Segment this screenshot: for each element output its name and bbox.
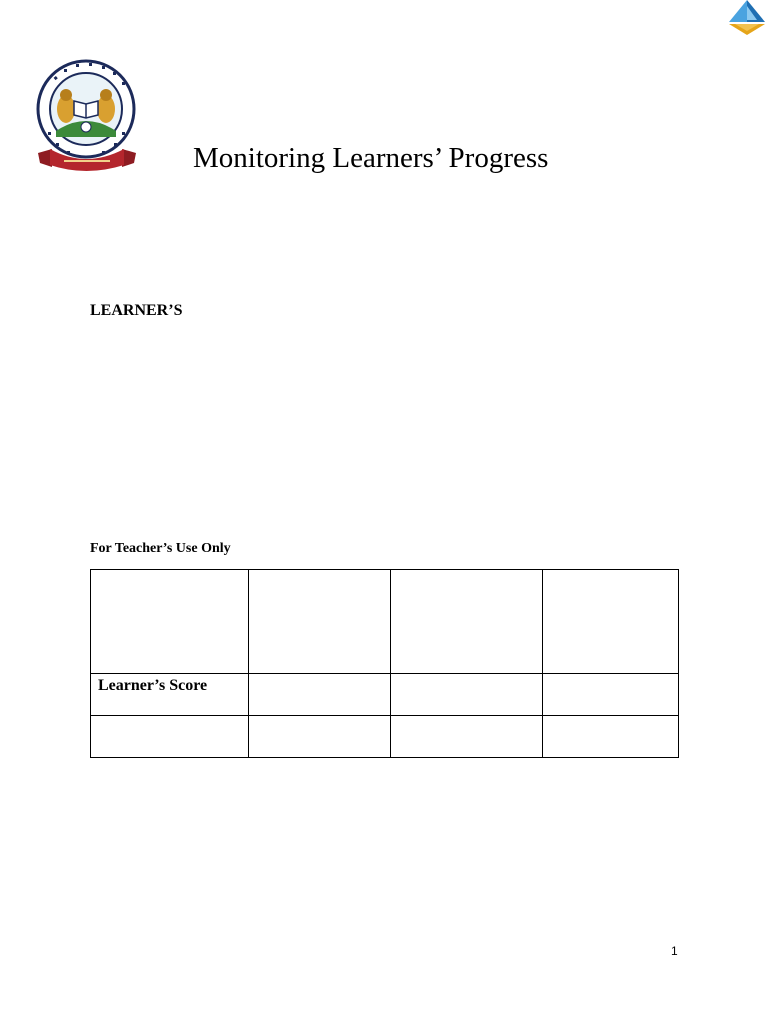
table-cell[interactable] bbox=[91, 570, 249, 674]
teacher-use-note: For Teacher’s Use Only bbox=[90, 541, 231, 556]
table-cell[interactable] bbox=[390, 570, 543, 674]
table-cell[interactable] bbox=[543, 716, 679, 758]
learners-score-label: Learner’s Score bbox=[98, 677, 208, 694]
table-cell bbox=[91, 674, 249, 716]
learners-heading: LEARNER’S bbox=[90, 302, 183, 319]
diamond-logo-icon bbox=[725, 0, 768, 36]
table-row bbox=[91, 716, 679, 758]
table-cell[interactable] bbox=[248, 716, 390, 758]
table-row bbox=[91, 674, 679, 716]
table-cell[interactable] bbox=[543, 674, 679, 716]
table-cell[interactable] bbox=[390, 716, 543, 758]
table-cell[interactable] bbox=[91, 716, 249, 758]
score-table bbox=[90, 569, 679, 758]
page-title: Monitoring Learners’ Progress bbox=[193, 142, 549, 174]
table-cell[interactable] bbox=[390, 674, 543, 716]
knec-coat-of-arms-icon bbox=[34, 57, 140, 175]
table-cell[interactable] bbox=[248, 674, 390, 716]
table-cell[interactable] bbox=[543, 570, 679, 674]
table-cell[interactable] bbox=[248, 570, 390, 674]
page-number: 1 bbox=[671, 944, 678, 958]
table-row bbox=[91, 570, 679, 674]
